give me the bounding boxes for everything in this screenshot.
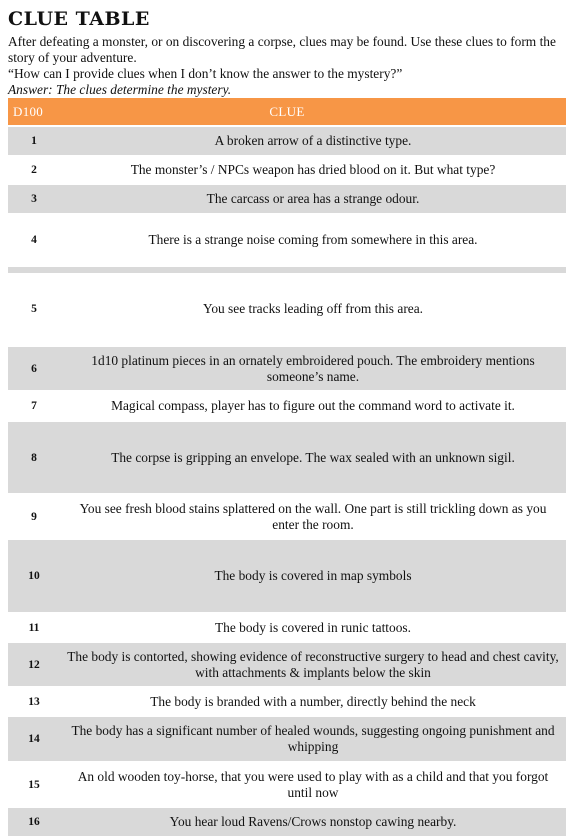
row-number: 8 <box>8 422 60 495</box>
row-clue: 1d10 platinum pieces in an ornately embroidered pouch. The embroidery mentions someone’s name. <box>60 347 566 392</box>
table-row <box>8 614 566 643</box>
table-row <box>8 347 566 392</box>
row-clue: The body has a significant number of healed wounds, suggesting ongoing punishment and whipping <box>60 717 566 763</box>
row-number: 4 <box>8 215 60 267</box>
table-row <box>8 540 566 614</box>
table-row <box>8 495 566 540</box>
row-clue: There is a strange noise coming from somewhere in this area. <box>60 215 566 267</box>
row-number: 16 <box>8 808 60 838</box>
row-clue: Magical compass, player has to figure out the command word to activate it. <box>60 392 566 422</box>
table-row <box>8 392 566 422</box>
header-d100: D100 <box>8 98 60 127</box>
row-number: 1 <box>8 127 60 157</box>
row-clue: The carcass or area has a strange odour. <box>60 185 566 215</box>
row-number: 15 <box>8 763 60 808</box>
row-number: 12 <box>8 643 60 688</box>
row-clue: You see fresh blood stains splattered on the wall. One part is still trickling down as you enter the room. <box>60 495 566 540</box>
row-clue: An old wooden toy-horse, that you were used to play with as a child and that you forgot until now <box>60 763 566 808</box>
row-number: 13 <box>8 688 60 717</box>
row-clue: You see tracks leading off from this area. <box>60 267 566 347</box>
header-clue: CLUE <box>60 98 566 127</box>
intro-answer: Answer: The clues determine the mystery. <box>8 82 232 97</box>
table-row <box>8 185 566 215</box>
table-row <box>8 157 566 185</box>
table-row <box>8 688 566 717</box>
row-clue: The body is contorted, showing evidence of reconstructive surgery to head and chest cavity, with attachments & implants below the skin <box>60 643 566 688</box>
row-clue: The body is covered in map symbols <box>60 540 566 614</box>
table-row <box>8 127 566 157</box>
table-header-row <box>8 98 566 127</box>
row-number: 11 <box>8 614 60 643</box>
row-clue: A broken arrow of a distinctive type. <box>60 127 566 157</box>
table-row <box>8 643 566 688</box>
table-row <box>8 808 566 838</box>
table-row <box>8 763 566 808</box>
intro-paragraph: After defeating a monster, or on discovering a corpse, clues may be found. Use these clues to form the story of your adventure. <box>8 34 556 65</box>
row-number: 14 <box>8 717 60 763</box>
row-number: 6 <box>8 347 60 392</box>
row-number: 7 <box>8 392 60 422</box>
row-clue: The monster’s / NPCs weapon has dried blood on it. But what type? <box>60 157 566 185</box>
row-number: 5 <box>8 267 60 347</box>
row-clue: The corpse is gripping an envelope. The wax sealed with an unknown sigil. <box>60 422 566 495</box>
row-number: 10 <box>8 540 60 614</box>
row-number: 3 <box>8 185 60 215</box>
table-row <box>8 267 566 347</box>
table-row <box>8 422 566 495</box>
row-number: 9 <box>8 495 60 540</box>
intro-text <box>8 34 566 98</box>
clue-table <box>8 98 566 838</box>
row-clue: You hear loud Ravens/Crows nonstop cawing nearby. <box>60 808 566 838</box>
row-clue: The body is branded with a number, directly behind the neck <box>60 688 566 717</box>
row-clue: The body is covered in runic tattoos. <box>60 614 566 643</box>
row-number: 2 <box>8 157 60 185</box>
table-row <box>8 215 566 267</box>
page-title: CLUE TABLE <box>8 8 150 30</box>
table-row <box>8 717 566 763</box>
intro-question: “How can I provide clues when I don’t know the answer to the mystery?” <box>8 66 403 81</box>
